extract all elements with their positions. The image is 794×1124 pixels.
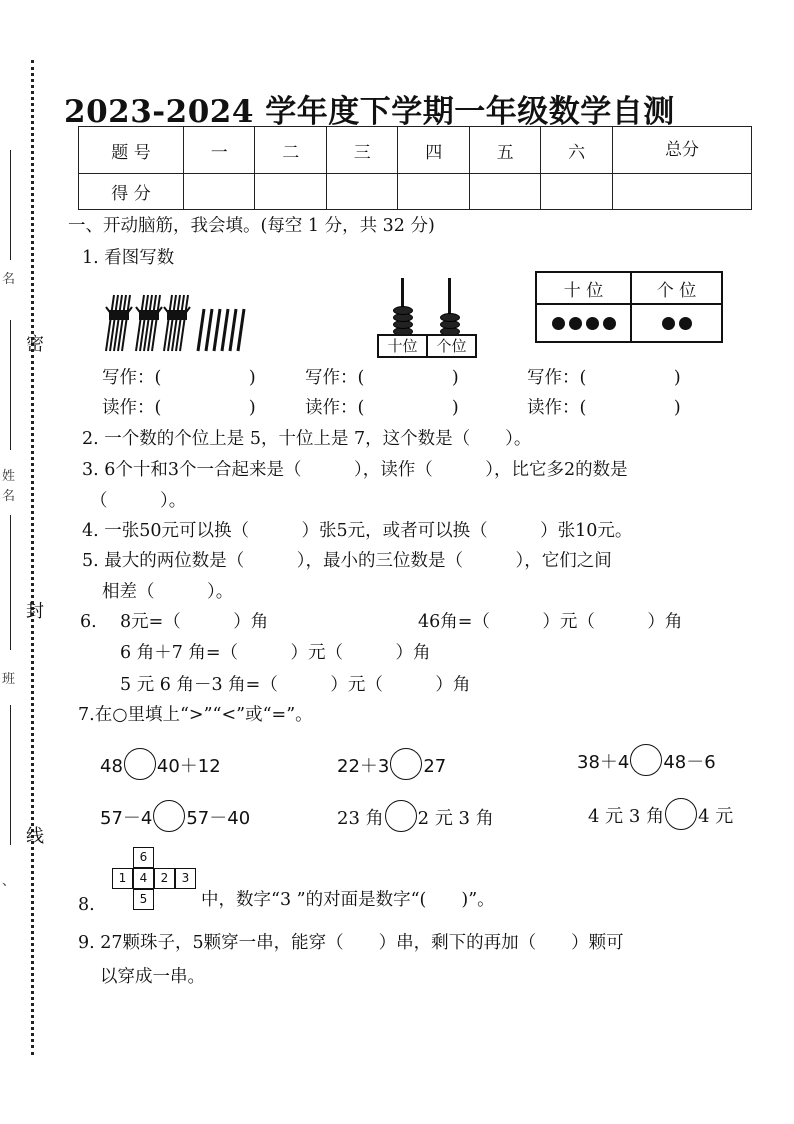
score-entry-cell[interactable] — [541, 174, 612, 210]
score-header-cell: 二 — [255, 127, 326, 174]
write-answer-3[interactable]: 写作：( ) — [527, 368, 681, 388]
question-7-label: 7.在○里填上“>”“<”或“=”。 — [78, 705, 313, 725]
question-6a: 8元=（ ）角 — [120, 612, 269, 632]
compare-right: 40＋12 — [156, 756, 221, 777]
question-6-number: 6. — [80, 612, 97, 632]
write-answer-2[interactable]: 写作：( ) — [305, 368, 459, 388]
margin-label-fragment: 姓 — [2, 469, 16, 484]
count-dot — [662, 317, 675, 330]
question-6b: 46角=（ ）元（ ）角 — [418, 612, 683, 632]
margin-rule — [10, 515, 11, 650]
place-header-tens: 十 位 — [536, 272, 631, 304]
score-header-cell: 五 — [469, 127, 540, 174]
question-3-line1: 3. 6个十和3个一合起来是（ ），读作（ ），比它多2的数是 — [82, 460, 628, 480]
binding-dotted-line — [31, 60, 34, 1055]
page-title: 2023-2024 学年度下学期一年级数学自测 — [64, 94, 675, 130]
question-5-line1: 5. 最大的两位数是（ ），最小的三位数是（ ），它们之间 — [82, 551, 612, 571]
question-3-line2: （ ）。 — [90, 491, 187, 511]
counting-sticks-picture — [100, 293, 248, 355]
margin-seal-char: 线 — [26, 826, 44, 847]
question-5-line2: 相差（ ）。 — [102, 582, 234, 602]
score-entry-cell[interactable] — [326, 174, 397, 210]
score-header-cell: 三 — [326, 127, 397, 174]
abacus-base — [377, 334, 477, 358]
count-dot — [679, 317, 692, 330]
margin-rule — [10, 150, 11, 260]
cube-net-face: 1 — [112, 868, 133, 889]
margin-label-fragment: 名 — [2, 272, 16, 287]
compare-left: 22＋3 — [337, 756, 390, 777]
question-9-line2: 以穿成一串。 — [100, 967, 205, 987]
cube-net-face: 3 — [175, 868, 196, 889]
compare-right: 57－40 — [186, 808, 251, 829]
margin-label-fragment: 、 — [2, 874, 16, 889]
compare-circle[interactable] — [630, 744, 662, 776]
compare-item — [577, 747, 716, 779]
score-header-cell: 总分 — [612, 127, 751, 174]
score-entry-cell[interactable] — [398, 174, 469, 210]
count-dot — [603, 317, 616, 330]
score-row-label: 得 分 — [79, 174, 184, 210]
count-dot — [569, 317, 582, 330]
section-heading: 一、开动脑筋，我会填。(每空 1 分，共 32 分) — [68, 216, 435, 236]
score-entry-cell[interactable] — [612, 174, 751, 210]
compare-item — [337, 751, 446, 783]
abacus-label-tens: 十位 — [387, 337, 418, 355]
score-header-cell: 题 号 — [79, 127, 184, 174]
count-dot — [586, 317, 599, 330]
place-tens-dots — [536, 304, 631, 342]
question-9-line1: 9. 27颗珠子，5颗穿一串，能穿（ ）串，剩下的再加（ ）颗可 — [78, 933, 624, 953]
write-answer-1[interactable]: 写作：( ) — [102, 368, 256, 388]
question-6d: 5 元 6 角－3 角=（ ）元（ ）角 — [120, 675, 471, 695]
place-header-ones: 个 位 — [631, 272, 722, 304]
cube-net-face: 6 — [133, 847, 154, 868]
cube-net-face: 4 — [133, 868, 154, 889]
read-answer-3[interactable]: 读作：( ) — [527, 398, 681, 418]
compare-left: 38＋4 — [577, 752, 630, 773]
compare-circle[interactable] — [153, 800, 185, 832]
margin-label-fragment: 班 — [2, 672, 16, 687]
compare-left: 57－4 — [100, 808, 153, 829]
cube-net-face: 5 — [133, 889, 154, 910]
score-header-cell: 一 — [184, 127, 255, 174]
abacus-bead — [393, 306, 413, 315]
compare-circle[interactable] — [124, 748, 156, 780]
place-ones-dots — [631, 304, 722, 342]
compare-item — [100, 751, 221, 783]
compare-circle[interactable] — [390, 748, 422, 780]
margin-label-fragment: 名 — [2, 489, 16, 504]
read-answer-1[interactable]: 读作：( ) — [102, 398, 256, 418]
compare-item — [588, 801, 733, 833]
margin-seal-char: 密 — [26, 334, 44, 355]
abacus-bead — [440, 313, 460, 322]
score-header-cell: 四 — [398, 127, 469, 174]
score-entry-cell[interactable] — [184, 174, 255, 210]
question-8-number: 8. — [78, 895, 95, 915]
margin-seal-char: 封 — [26, 601, 44, 622]
compare-right: 4 元 — [698, 806, 734, 827]
compare-right: 48－6 — [663, 752, 716, 773]
compare-left: 48 — [100, 756, 123, 777]
compare-circle[interactable] — [665, 798, 697, 830]
single-sticks — [198, 309, 244, 351]
compare-circle[interactable] — [385, 800, 417, 832]
score-entry-cell[interactable] — [469, 174, 540, 210]
compare-item — [100, 803, 250, 835]
cube-net-face: 2 — [154, 868, 175, 889]
read-answer-2[interactable]: 读作：( ) — [305, 398, 459, 418]
place-value-table — [535, 271, 723, 343]
margin-rule — [10, 705, 11, 845]
margin-rule — [10, 320, 11, 450]
compare-right: 27 — [423, 756, 447, 777]
compare-right: 2 元 3 角 — [417, 808, 494, 829]
question-8-text: 中，数字“3 ”的对面是数字“( )”。 — [201, 890, 495, 910]
question-2: 2. 一个数的个位上是 5，十位上是 7，这个数是（ ）。 — [82, 429, 532, 449]
compare-item — [337, 803, 494, 835]
question-6c: 6 角＋7 角=（ ）元（ ）角 — [120, 643, 431, 663]
score-entry-cell[interactable] — [255, 174, 326, 210]
score-header-cell: 六 — [541, 127, 612, 174]
compare-left: 23 角 — [337, 808, 384, 829]
question-4: 4. 一张50元可以换（ ）张5元，或者可以换（ ）张10元。 — [82, 521, 633, 541]
q1-label: 1. 看图写数 — [82, 248, 175, 268]
compare-left: 4 元 3 角 — [588, 806, 665, 827]
score-table — [78, 126, 752, 210]
abacus-label-ones: 个位 — [426, 336, 475, 356]
count-dot — [552, 317, 565, 330]
bundle-of-ten — [106, 295, 190, 351]
